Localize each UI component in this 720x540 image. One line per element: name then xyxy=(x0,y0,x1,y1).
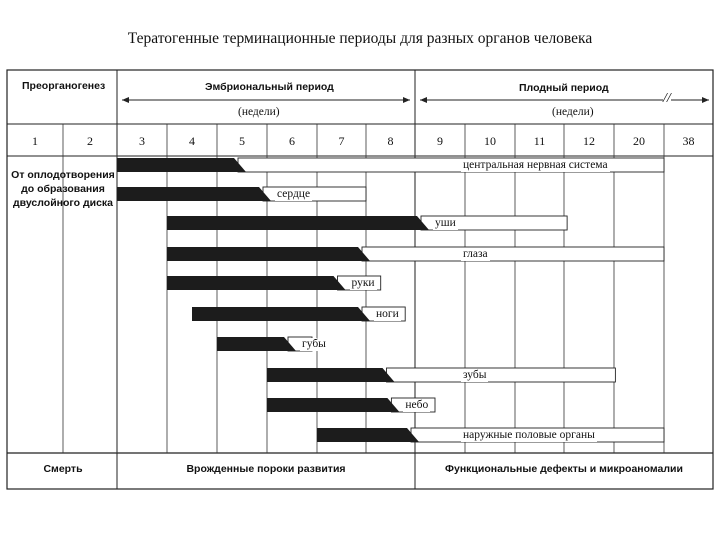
fetal-period-label: Плодный период xyxy=(519,82,609,94)
week-number: 20 xyxy=(633,134,645,148)
embryonic-unit-label: (недели) xyxy=(238,106,280,118)
bar-light xyxy=(362,247,664,261)
side-label: От оплодотворения до образования двуслойного диска xyxy=(11,169,115,209)
bar-dark xyxy=(192,307,370,321)
bar-dark xyxy=(167,276,346,290)
week-number: 11 xyxy=(533,134,546,148)
bar-dark xyxy=(117,187,271,201)
week-number: 3 xyxy=(139,134,145,148)
organ-label: центральная нервная система xyxy=(463,159,608,171)
bar-dark xyxy=(167,247,370,261)
organ-label: сердце xyxy=(277,188,311,200)
axis-break-mark: // xyxy=(663,91,671,106)
organ-label: губы xyxy=(302,338,326,350)
organ-bars xyxy=(117,158,664,442)
embryonic-period-label: Эмбриональный период xyxy=(205,81,334,93)
week-number: 38 xyxy=(682,134,695,148)
organ-label: глаза xyxy=(463,248,488,260)
week-number: 4 xyxy=(189,134,195,148)
bar-dark xyxy=(217,337,296,351)
organ-label: уши xyxy=(435,217,456,229)
footer-death: Смерть xyxy=(43,463,83,475)
week-number: 5 xyxy=(239,134,245,148)
organ-label: ноги xyxy=(376,308,399,320)
week-number: 2 xyxy=(87,134,93,148)
week-number: 7 xyxy=(338,134,345,148)
bar-dark xyxy=(117,158,246,172)
week-number: 8 xyxy=(387,134,394,148)
footer-malformations: Врожденные пороки развития xyxy=(186,463,346,475)
footer-functional: Функциональные дефекты и микроаномалии xyxy=(445,463,683,475)
bar-dark xyxy=(267,398,399,412)
page-title: Тератогенные терминационные периоды для разных органов человека xyxy=(127,30,593,47)
bar-dark xyxy=(167,216,429,230)
week-number: 1 xyxy=(32,134,38,148)
organ-label: зубы xyxy=(463,369,487,381)
week-number: 12 xyxy=(583,134,595,148)
organ-label: небо xyxy=(405,399,429,411)
bar-light xyxy=(387,368,616,382)
bar-dark xyxy=(267,368,395,382)
preorganogenesis-label: Преорганогенез xyxy=(22,80,106,92)
week-number: 9 xyxy=(437,134,443,148)
week-number: 6 xyxy=(289,134,295,148)
fetal-unit-label: (недели) xyxy=(552,106,594,118)
bar-dark xyxy=(317,428,419,442)
organ-label: руки xyxy=(351,277,375,289)
organ-label: наружные половые органы xyxy=(463,429,595,441)
week-number: 10 xyxy=(484,134,496,148)
